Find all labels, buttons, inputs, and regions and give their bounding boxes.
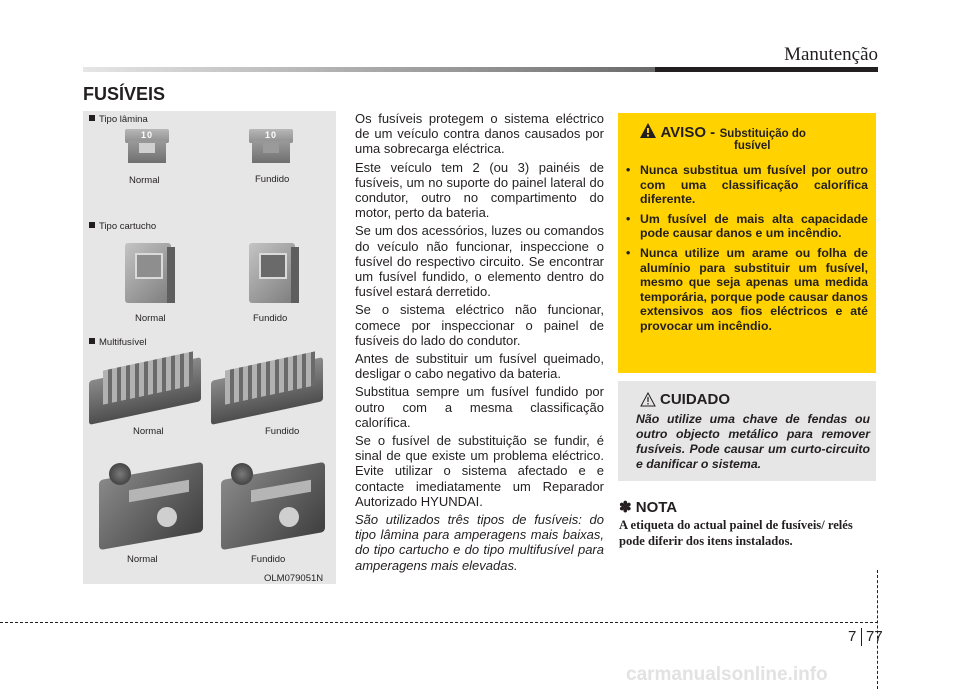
high-amp-blown-caption: Fundido <box>251 554 286 565</box>
fuse-rating-mark: 10 <box>140 130 153 140</box>
square-bullet-icon <box>89 115 95 121</box>
high-amp-fuse-blown-image <box>221 461 325 547</box>
blade-normal-caption: Normal <box>129 175 160 186</box>
paragraph: Os fusíveis protegem o sistema eléctrico de um veículo contra danos causados por uma sobrecarga eléctrica. <box>355 111 604 157</box>
warning-heading <box>640 123 870 152</box>
paragraph: Se o fusível de substituição se fundir, é sinal de que existe um problema eléctrico. Evite utilizar o sistema afectado e e contacte imediatamente um Reparador Autorizado HYUNDAI. <box>355 433 604 509</box>
multifuse-normal-caption: Normal <box>133 426 164 437</box>
cartridge-fuse-blown-image <box>249 243 299 303</box>
blade-blown-caption: Fundido <box>255 174 290 185</box>
warning-subtitle: Substituição do <box>719 128 806 140</box>
paragraph: Substitua sempre um fusível fundido por outro com a mesma classificação calorífica. <box>355 384 604 430</box>
cartridge-normal-caption: Normal <box>135 313 166 324</box>
blade-type-heading: Tipo lâmina <box>89 114 148 125</box>
list-item: • Um fusível de mais alta capacidade pode causar danos e um incêndio. <box>626 211 868 241</box>
blade-fuse-blown-image <box>249 129 293 163</box>
section-title: FUSÍVEIS <box>83 84 166 104</box>
fuse-types-figure <box>83 111 336 584</box>
fuses-body-text <box>355 111 604 576</box>
multifuse-blown-caption: Fundido <box>265 426 300 437</box>
paragraph: Este veículo tem 2 (ou 3) painéis de fusíveis, um no suporte do painel lateral do condutor, outro no compartimento do motor, perto da bateria. <box>355 159 604 221</box>
warning-box <box>618 113 876 373</box>
warning-list <box>626 163 868 339</box>
paragraph: Se um dos acessórios, luzes ou comandos do veículo não funcionar, inspeccione o fusível do respectivo circuito. Se encontrar um fusível fundido, o elemento dentro do fusível estará derretido. <box>355 223 604 300</box>
note-title: ✽ NOTA <box>619 499 678 516</box>
blade-fuse-normal-image <box>125 129 169 163</box>
paragraph: Se o sistema eléctrico não funcionar, comece por inspeccionar o painel de fusíveis do lado do condutor. <box>355 302 604 348</box>
figure-code: OLM079051N <box>264 573 324 584</box>
warning-triangle-icon <box>640 123 656 138</box>
warning-subtitle-continued: fusível <box>734 140 771 152</box>
square-bullet-icon <box>89 338 95 344</box>
multifuse-type-heading: Multifusível <box>89 337 147 348</box>
page-number-divider <box>861 628 862 646</box>
caution-text: Não utilize uma chave de fendas ou outro objecto metálico para remover fusíveis. Pode causar um curto-circuito e danificar o sistema. <box>636 412 870 471</box>
list-item: • Nunca utilize um arame ou folha de alumínio para substituir um fusível, mesmo que seja apenas uma medida temporária, porque pode causar danos extensivos aos fios eléctricos e até provocar um incêndio. <box>626 245 868 333</box>
caution-triangle-icon <box>640 392 656 407</box>
warning-title: AVISO - <box>660 124 716 141</box>
cartridge-fuse-normal-image <box>125 243 175 303</box>
note-text: A etiqueta do actual painel de fusíveis/ relés pode diferir dos itens instalados. <box>619 518 853 548</box>
page-header-title: Manutenção <box>784 44 878 65</box>
page-number: 77 <box>866 628 883 645</box>
chapter-number: 7 <box>848 628 857 645</box>
multifuse-blown-image <box>211 357 323 421</box>
cartridge-blown-caption: Fundido <box>253 313 288 324</box>
watermark: carmanualsonline.info <box>626 664 828 685</box>
multifuse-normal-image <box>89 357 201 421</box>
bullet-icon: • <box>626 245 631 260</box>
bullet-icon: • <box>626 211 631 226</box>
bullet-icon: • <box>626 163 631 177</box>
list-item: • Nunca substitua um fusível por outro com uma classificação calorífica diferente. <box>626 163 868 207</box>
footer-rule <box>0 622 878 623</box>
paragraph: Antes de substituir um fusível queimado, desligar o cabo negativo da bateria. <box>355 351 604 382</box>
square-bullet-icon <box>89 222 95 228</box>
caution-title: CUIDADO <box>660 391 730 408</box>
high-amp-normal-caption: Normal <box>127 554 158 565</box>
caution-box <box>618 381 876 481</box>
paragraph: São utilizados três tipos de fusíveis: do tipo lâmina para amperagens mais baixas, do tipo cartucho e do tipo multifusível para amperagens mais elevadas. <box>355 512 604 573</box>
header-rule-accent <box>655 67 878 72</box>
high-amp-fuse-normal-image <box>99 461 203 547</box>
fuse-rating-mark: 10 <box>264 130 277 140</box>
cartridge-type-heading: Tipo cartucho <box>89 221 156 232</box>
